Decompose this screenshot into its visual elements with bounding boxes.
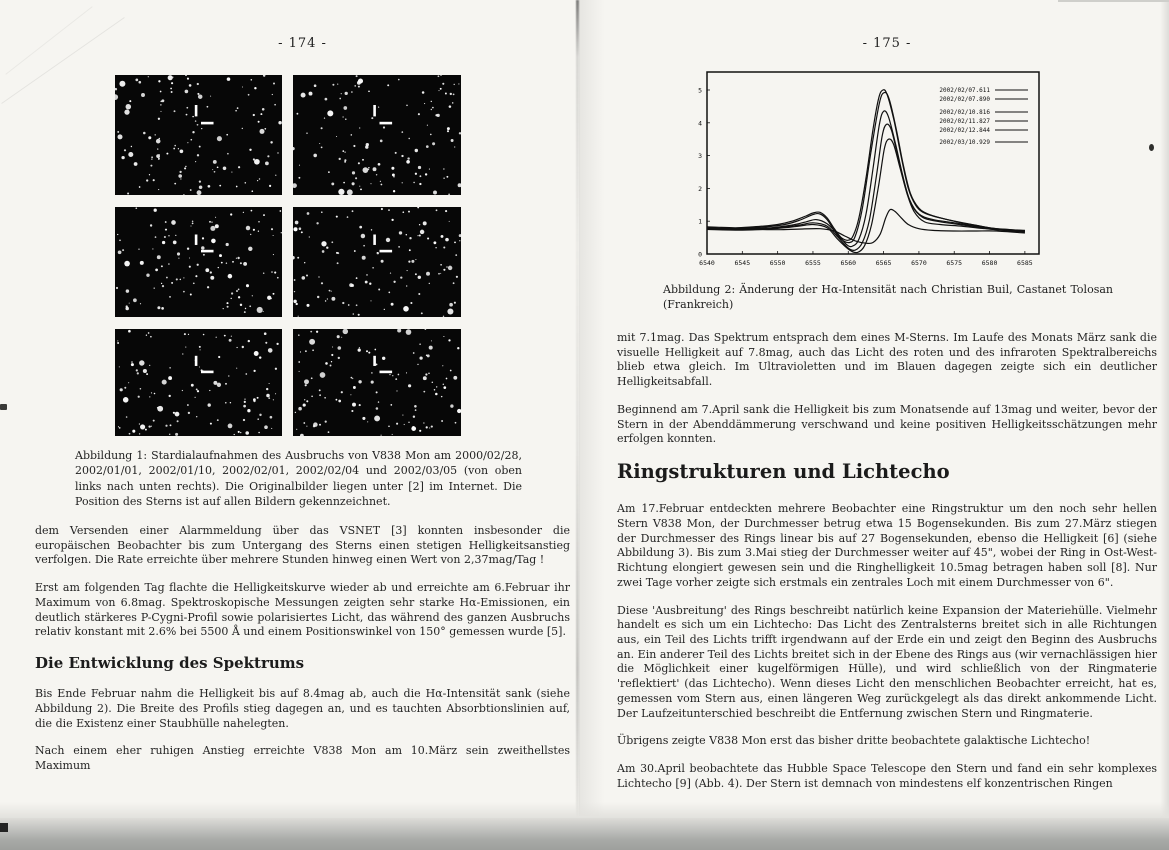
- legend-entry-label: 2002/02/11.827: [939, 118, 990, 125]
- star-panel-2: [293, 75, 461, 195]
- star-field-image: [293, 75, 461, 195]
- x-tick-label: 6560: [840, 259, 857, 267]
- scan-fold-line: [576, 0, 579, 816]
- x-tick-label: 6575: [946, 259, 963, 267]
- x-tick-label: 6570: [911, 259, 927, 267]
- x-tick-label: 6555: [805, 259, 821, 267]
- paragraph: dem Versenden einer Alarmmeldung über das VSNET [3] konnten insbesonder die europäischen Beobachter bis zum Untergang des Sterns einen stetigen Helligkeitsanstieg verfolgen. Die Rate erreichte über mehrere Stunden hinweg einen Wert von 2,37mag/Tag !: [35, 524, 570, 567]
- x-tick-label: 6580: [981, 259, 998, 267]
- star-panel-6: [293, 329, 461, 436]
- y-tick-label: 5: [698, 86, 702, 95]
- x-tick-label: 6550: [769, 259, 786, 267]
- star-field-image: [115, 75, 282, 195]
- x-tick-label: 6585: [1017, 259, 1033, 267]
- star-panel-5: [115, 329, 282, 436]
- legend-entry-label: 2002/02/10.816: [939, 109, 990, 116]
- figure1-star-grid: [115, 75, 461, 436]
- paragraph: Nach einem eher ruhigen Anstieg erreichte V838 Mon am 10.März sein zweithellstes Maximum: [35, 744, 570, 773]
- legend-entry-label: 2002/02/12.844: [939, 127, 990, 134]
- star-panel-4: [293, 207, 461, 317]
- y-tick-label: 1: [698, 217, 702, 226]
- left-text-column: [35, 524, 570, 787]
- paragraph: Am 30.April beobachtete das Hubble Space Telescope den Stern und fand ein sehr komplexes Lichtecho [9] (Abb. 4). Der Stern ist demnach von mindestens elf konzentrischen Ringen: [617, 762, 1157, 790]
- section-heading-ringstrukturen: Ringstrukturen und Lichtecho: [617, 460, 950, 484]
- legend-entry-label: 2002/02/07.890: [939, 96, 990, 103]
- page-number-right: - 175 -: [862, 36, 912, 51]
- paragraph: Beginnend am 7.April sank die Helligkeit bis zum Monatsende auf 13mag und weiter, bevor der Stern in der Abenddämmerung verschwand und keine positiven Helligkeitsschätzungen mehr erfolgen konnten.: [617, 402, 1157, 446]
- x-tick-label: 6545: [734, 259, 751, 267]
- y-tick-label: 4: [698, 119, 702, 128]
- star-field-image: [293, 207, 461, 317]
- left-page: [35, 0, 570, 850]
- x-tick-label: 6565: [875, 259, 892, 267]
- star-field-image: [115, 207, 282, 317]
- spectrum-chart: [690, 64, 1052, 276]
- paragraph: mit 7.1mag. Das Spektrum entsprach dem eines M-Sterns. Im Laufe des Monats März sank die visuelle Helligkeit auf 7.8mag, auch das Licht des roten und des infraroten Spektralbereichs blieb etwa gleich. Im Ultravioletten und im Blauen dagegen zeigte sich ein deutlicher Helligkeitsabfall.: [617, 331, 1157, 389]
- page-number-left: - 174 -: [278, 36, 327, 51]
- figure1-caption: Abbildung 1: Stardialaufnahmen des Ausbruchs von V838 Mon am 2000/02/28, 2002/01/01, 2002/01/10, 2002/02/01, 2002/02/04 und 2002/03/05 (von oben links nach unten rechts). Die Originalbilder liegen unter [2] im Internet. Die Position des Sterns ist auf allen Bildern gekennzeichnet.: [75, 449, 522, 509]
- right-page: [617, 0, 1157, 850]
- y-tick-label: 3: [698, 152, 702, 161]
- legend-entry-label: 2002/03/10.929: [939, 139, 990, 146]
- legend-entry-label: 2002/02/07.611: [939, 87, 990, 94]
- paragraph: Erst am folgenden Tag flachte die Helligkeitskurve wieder ab und erreichte am 6.Februar ihr Maximum von 6.8mag. Spektroskopische Messungen zeigten sehr starke Hα-Emissionen, ein deutlich stärkeres P-Cygni-Profil sowie polarisiertes Licht, das während des ganzen Ausbruchs relativ konstant mit 2.6% bei 5500 Å und einem Positionswinkel von 150° gemessen wurde [5].: [35, 581, 570, 639]
- scan-speck: [0, 404, 7, 410]
- y-tick-label: 2: [698, 184, 702, 193]
- paragraph: Bis Ende Februar nahm die Helligkeit bis auf 8.4mag ab, auch die Hα-Intensität sank (siehe Abbildung 2). Die Breite des Profils stieg dagegen an, und es tauchten Absorbtionslinien auf, die die Existenz einer Staubhülle nahelegten.: [35, 687, 570, 730]
- paragraph: Übrigens zeigte V838 Mon erst das bisher dritte beobachtete galaktische Lichtecho!: [617, 734, 1091, 748]
- paragraph: Am 17.Februar entdeckten mehrere Beobachter eine Ringstruktur um den noch sehr hellen Stern V838 Mon, der Durchmesser betrug etwa 15 Bogensekunden. Bis zum 27.März stiegen der Durchmesser des Rings linear bis auf 27 Bogensekunden, ebenso die Helligkeit [6] (siehe Abbildung 3). Bis zum 3.Mai stieg der Durchmesser weiter auf 45", wobei der Ring in Ost-West-Richtung elongiert gewesen sein und die Ringhelligkeit 10.5mag betragen haben soll [8]. Nur zwei Tage vorher zeigte sich erstmals ein zentrales Loch mit einem Durchmesser von 6".: [617, 502, 1157, 589]
- scan-right-edge-shadow: [1160, 0, 1169, 850]
- x-tick-label: 6540: [699, 259, 715, 267]
- y-tick-label: 0: [698, 250, 702, 259]
- scan-fold-shadow: [579, 0, 613, 816]
- section-heading-spektrum: Die Entwicklung des Spektrums: [35, 654, 305, 673]
- star-panel-3: [115, 207, 282, 317]
- figure2-caption: Abbildung 2: Änderung der Hα-Intensität nach Christian Buil, Castanet Tolosan (Frankreich): [663, 283, 1113, 312]
- figure2-chart-wrap: [690, 64, 1052, 276]
- star-panel-1: [115, 75, 282, 195]
- star-field-image: [115, 329, 282, 436]
- paragraph: Diese 'Ausbreitung' des Rings beschreibt natürlich keine Expansion der Materiehülle. Vielmehr handelt es sich um ein Lichtecho: Das Licht des Zentralsterns breitet sich in alle Richtungen aus, ein Teil des Lichts trifft irgendwann auf der Erde ein und zeigt den Beginn des Ausbruchs an. Ein anderer Teil des Lichts breitet sich in der Ebene des Rings aus (wir vernachlässigen hier die Möglichkeit einer kugelförmigen Hülle), und wird schließlich von der Ringmaterie 'reflektiert' (das Lichtecho). Wenn dieses Licht den menschlichen Beobachter erreicht, hat es, gemessen vom Stern aus, einen längeren Weg zurückgelegt als das direkt ankommende Licht. Der Laufzeitunterschied beschreibt die Entfernung zwischen Stern und Ringmaterie.: [617, 603, 1157, 720]
- star-field-image: [293, 329, 461, 436]
- right-text-column: [617, 331, 1157, 805]
- scan-notch: [0, 823, 8, 832]
- spectrum-curve: [707, 139, 1025, 253]
